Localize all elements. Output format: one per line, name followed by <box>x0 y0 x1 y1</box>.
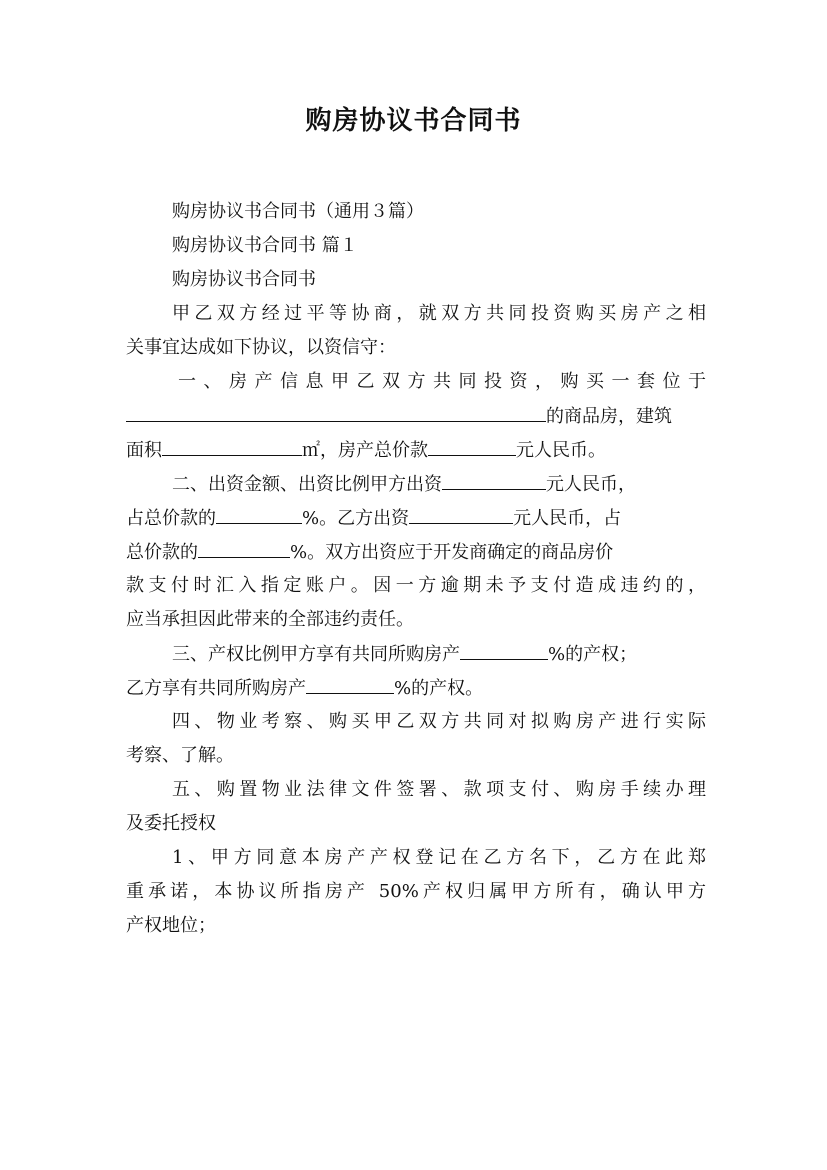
clause-2-text: 二、出资金额、出资比例甲方出资 <box>172 474 442 495</box>
paragraph-text: 款支付时汇入指定账户。因一方逾期未予支付造成违约的， <box>126 575 706 596</box>
paragraph-text: ㎡，房产总价款 <box>302 440 428 461</box>
paragraph-text: 元人民币。 <box>516 440 606 461</box>
blank-field-location <box>126 399 546 422</box>
paragraph-text: 甲乙双方经过平等协商，就双方共同投资购买房产之相 <box>172 303 706 324</box>
paragraph-text: 元人民币，占 <box>513 508 622 529</box>
paragraph-text: 应当承担因此带来的全部违约责任。 <box>126 609 414 630</box>
paragraph-text: %。双方出资应于开发商确定的商品房价 <box>290 542 614 563</box>
paragraph-text: %。乙方出资 <box>302 508 410 529</box>
blank-field-party-b-percent <box>198 535 290 558</box>
paragraph-line <box>126 671 706 705</box>
paragraph-text: %的产权； <box>548 644 638 665</box>
paragraph-line <box>126 739 706 773</box>
clause-3-text: 三、产权比例甲方享有共同所购房产 <box>172 644 460 665</box>
blank-field-total-price <box>428 433 516 456</box>
paragraph-line <box>126 297 706 331</box>
paragraph-line <box>126 875 706 909</box>
section-heading: 购房协议书合同书 篇１ <box>172 235 358 256</box>
paragraph-line <box>126 705 706 739</box>
paragraph-line <box>126 331 706 365</box>
paragraph-line <box>126 841 706 875</box>
paragraph-line <box>126 569 706 603</box>
paragraph-line <box>126 365 706 399</box>
section-subheading: 购房协议书合同书 <box>172 269 316 290</box>
paragraph-line <box>126 603 706 637</box>
blank-field-party-a-amount <box>442 467 546 490</box>
paragraph-text: 的商品房，建筑 <box>546 406 672 427</box>
paragraph-text: 占总价款的 <box>126 508 216 529</box>
document-title: 购房协议书合同书 <box>305 106 522 136</box>
clause-4-text: 四、物业考察、购买甲乙双方共同对拟购房产进行实际 <box>172 711 706 732</box>
paragraph-line <box>126 773 706 807</box>
paragraph-line <box>126 229 706 263</box>
paragraph-text: 面积 <box>126 440 162 461</box>
clause-1-text: 一、房产信息甲乙双方共同投资，购买一套位于 <box>178 371 706 392</box>
paragraph-text: %的产权。 <box>394 678 484 699</box>
paragraph-text: 考察、了解。 <box>126 745 234 766</box>
paragraph-line <box>126 399 706 433</box>
document-body <box>126 195 706 943</box>
clause-5-text: 五、购置物业法律文件签署、款项支付、购房手续办理 <box>172 779 706 800</box>
paragraph-line <box>126 909 706 943</box>
blank-field-party-a-percent <box>216 501 302 524</box>
paragraph-line <box>126 807 706 841</box>
paragraph-line <box>126 467 706 501</box>
paragraph-text: 乙方享有共同所购房产 <box>126 678 306 699</box>
sub-clause-1-text: 1、甲方同意本房产产权登记在乙方名下，乙方在此郑 <box>172 847 706 868</box>
paragraph-text: 产权地位； <box>126 915 216 936</box>
paragraph-text: 及委托授权 <box>126 813 216 834</box>
blank-field-party-b-amount <box>409 501 513 524</box>
paragraph-line <box>126 195 706 229</box>
paragraph-line <box>126 535 706 569</box>
paragraph-line <box>126 433 706 467</box>
paragraph-line <box>126 637 706 671</box>
blank-field-party-b-share <box>306 671 394 694</box>
paragraph-text: 元人民币， <box>546 474 636 495</box>
paragraph-text: 重承诺，本协议所指房产 50%产权归属甲方所有，确认甲方 <box>126 881 706 902</box>
paragraph-line <box>126 263 706 297</box>
subtitle-text: 购房协议书合同书（通用３篇） <box>172 201 424 222</box>
blank-field-party-a-share <box>460 637 548 660</box>
paragraph-text: 总价款的 <box>126 542 198 563</box>
paragraph-line <box>126 501 706 535</box>
blank-field-area <box>162 433 302 456</box>
paragraph-text: 关事宜达成如下协议，以资信守： <box>126 337 396 358</box>
